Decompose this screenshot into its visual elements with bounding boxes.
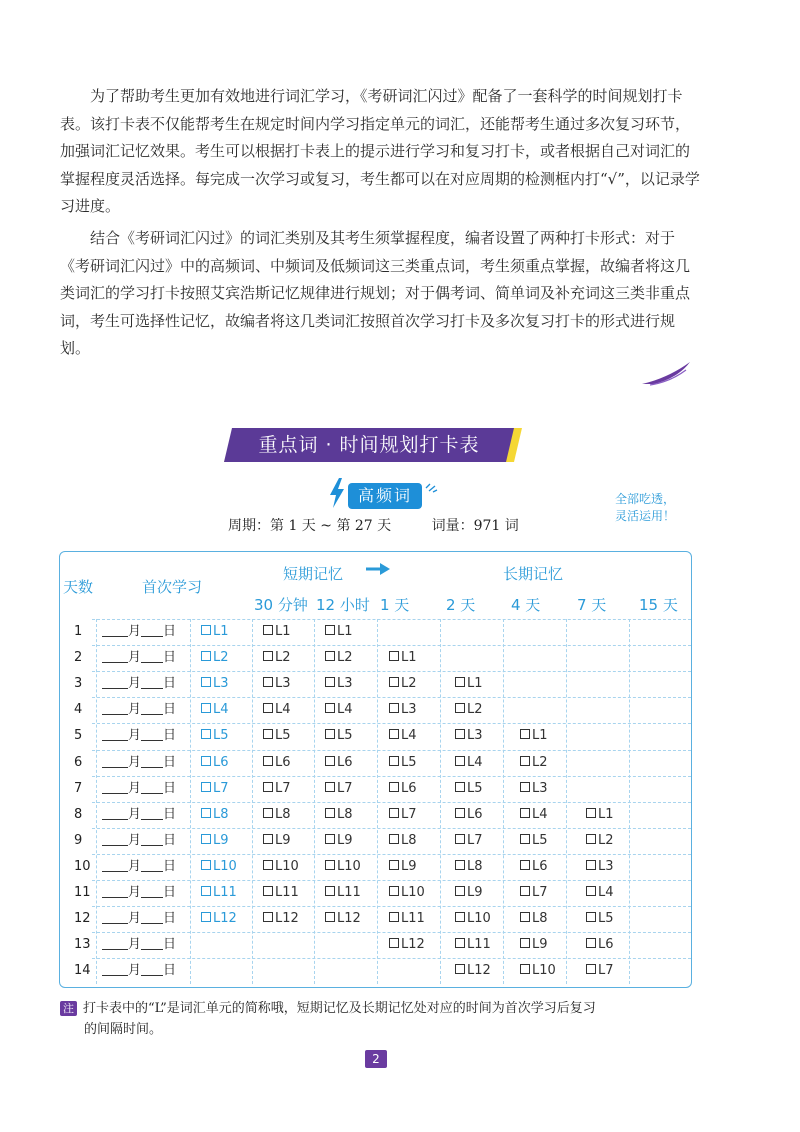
- date-field[interactable]: 月 日: [102, 880, 176, 906]
- intro-paragraph-1: [60, 83, 700, 221]
- row-divider: [92, 619, 691, 620]
- review-checkbox[interactable]: L8: [325, 802, 353, 828]
- review-checkbox[interactable]: L10: [263, 854, 299, 880]
- review-checkbox[interactable]: L4: [586, 880, 614, 906]
- interval-header-1: 30 分钟: [254, 596, 308, 614]
- note-line-2: 的间隔时间。: [84, 1022, 163, 1037]
- date-field[interactable]: 月 日: [102, 619, 176, 645]
- review-checkbox[interactable]: L12: [263, 906, 299, 932]
- date-field[interactable]: 月 日: [102, 958, 176, 984]
- interval-header-5: 4 天: [511, 596, 541, 614]
- review-checkbox[interactable]: L6: [389, 776, 417, 802]
- review-checkbox[interactable]: L2: [325, 645, 353, 671]
- day-number: 11: [74, 885, 91, 900]
- table-banner: [224, 428, 524, 462]
- lightning-icon: [328, 478, 346, 508]
- first-study-checkbox[interactable]: L3: [201, 671, 229, 697]
- swoosh-decoration-icon: [640, 360, 692, 386]
- sparkle-icon: [424, 480, 438, 494]
- review-checkbox[interactable]: L11: [325, 880, 361, 906]
- date-field[interactable]: 月 日: [102, 671, 176, 697]
- arrow-right-icon: [366, 563, 390, 575]
- date-field[interactable]: 月 日: [102, 802, 176, 828]
- review-checkbox[interactable]: L3: [586, 854, 614, 880]
- note-line-1: 打卡表中的“L”是词汇单元的简称哦，短期记忆及长期记忆处对应的时间为首次学习后复习: [83, 1001, 596, 1016]
- day-number: 6: [74, 754, 83, 770]
- first-study-checkbox[interactable]: L4: [201, 697, 229, 723]
- frequency-badge: 高频词: [348, 483, 422, 509]
- column-divider: [503, 619, 504, 984]
- column-divider: [377, 619, 378, 984]
- review-checkbox[interactable]: L10: [389, 880, 425, 906]
- review-checkbox[interactable]: L5: [263, 723, 291, 749]
- first-study-checkbox[interactable]: L7: [201, 776, 229, 802]
- review-checkbox[interactable]: L2: [455, 697, 483, 723]
- date-field[interactable]: 月 日: [102, 776, 176, 802]
- day-number: 2: [74, 650, 83, 666]
- review-checkbox[interactable]: L8: [263, 802, 291, 828]
- intro-paragraph-2: [60, 225, 700, 363]
- intro-paragraph-1-text: 为了帮助考生更加有效地进行词汇学习，《考研词汇闪过》配备了一套科学的时间规划打卡表。该打卡表不仅能帮考生在规定时间内学习指定单元的词汇，还能帮考生通过多次复习环节，加强词汇记忆效果。考生可以根据打卡表上的提示进行学习和复习打卡，或者根据自己对词汇的掌握程度灵活选择。每完成一次学习或复习，考生都可以在对应周期的检测框内打“√”，以记录学习进度。: [60, 87, 700, 215]
- cycle-text: 周期：第 1 天 ~ 第 27 天: [228, 518, 392, 534]
- first-study-checkbox[interactable]: L9: [201, 828, 229, 854]
- review-checkbox[interactable]: L12: [325, 906, 361, 932]
- date-field[interactable]: 月 日: [102, 645, 176, 671]
- first-study-checkbox[interactable]: L10: [201, 854, 237, 880]
- review-checkbox[interactable]: L1: [325, 619, 353, 645]
- review-checkbox[interactable]: L2: [263, 645, 291, 671]
- first-study-checkbox[interactable]: L6: [201, 750, 229, 776]
- date-field[interactable]: 月 日: [102, 723, 176, 749]
- review-checkbox[interactable]: L9: [389, 854, 417, 880]
- review-checkbox[interactable]: L11: [455, 932, 491, 958]
- review-checkbox[interactable]: L10: [520, 958, 556, 984]
- review-checkbox[interactable]: L4: [389, 723, 417, 749]
- review-checkbox[interactable]: L9: [263, 828, 291, 854]
- column-divider: [440, 619, 441, 984]
- review-checkbox[interactable]: L1: [586, 802, 614, 828]
- day-number: 3: [74, 676, 83, 692]
- review-checkbox[interactable]: L2: [520, 750, 548, 776]
- review-checkbox[interactable]: L10: [325, 854, 361, 880]
- column-divider: [629, 619, 630, 984]
- day-number: 10: [74, 858, 91, 874]
- side-note-line-1: 全部吃透，: [614, 492, 675, 506]
- review-checkbox[interactable]: L6: [455, 802, 483, 828]
- review-checkbox[interactable]: L9: [455, 880, 483, 906]
- review-checkbox[interactable]: L1: [520, 723, 548, 749]
- review-checkbox[interactable]: L7: [455, 828, 483, 854]
- review-checkbox[interactable]: L6: [586, 932, 614, 958]
- review-checkbox[interactable]: L4: [325, 697, 353, 723]
- first-study-checkbox[interactable]: L5: [201, 723, 229, 749]
- review-checkbox[interactable]: L4: [263, 697, 291, 723]
- review-checkbox[interactable]: L5: [325, 723, 353, 749]
- banner-title: 重点词 · 时间规划打卡表: [258, 434, 480, 456]
- column-divider: [252, 619, 253, 984]
- review-checkbox[interactable]: L3: [520, 776, 548, 802]
- day-number: 4: [74, 702, 83, 718]
- day-number: 7: [74, 780, 83, 796]
- review-checkbox[interactable]: L7: [389, 802, 417, 828]
- review-checkbox[interactable]: L8: [455, 854, 483, 880]
- date-field[interactable]: 月 日: [102, 750, 176, 776]
- interval-header-4: 2 天: [446, 596, 476, 614]
- column-divider: [96, 619, 97, 984]
- first-study-checkbox[interactable]: L2: [201, 645, 229, 671]
- review-checkbox[interactable]: L1: [263, 619, 291, 645]
- day-number: 14: [74, 963, 91, 979]
- review-checkbox[interactable]: L4: [455, 750, 483, 776]
- review-checkbox[interactable]: L3: [389, 697, 417, 723]
- review-checkbox[interactable]: L5: [586, 906, 614, 932]
- cycle-info: [228, 515, 519, 535]
- review-checkbox[interactable]: L12: [389, 932, 425, 958]
- review-checkbox[interactable]: L3: [325, 671, 353, 697]
- date-field[interactable]: 月 日: [102, 932, 176, 958]
- header-first-study: 首次学习: [142, 578, 203, 596]
- column-divider: [190, 619, 191, 984]
- interval-header-6: 7 天: [577, 596, 607, 614]
- interval-header-7: 15 天: [639, 596, 678, 614]
- column-divider: [314, 619, 315, 984]
- review-checkbox[interactable]: L2: [389, 671, 417, 697]
- vocab-count: 词量：971 词: [431, 518, 519, 534]
- review-checkbox[interactable]: L9: [325, 828, 353, 854]
- review-checkbox[interactable]: L6: [520, 854, 548, 880]
- intro-paragraph-2-text: 结合《考研词汇闪过》的词汇类别及其考生须掌握程度，编者设置了两种打卡形式：对于《考研词汇闪过》中的高频词、中频词及低频词这三类重点词，考生须重点掌握，故编者将这几类词汇的学习打卡按照艾宾浩斯记忆规律进行规划；对于偶考词、简单词及补充词这三类非重点词，考生可选择性记忆，故编者将这几类词汇按照首次学习打卡及多次复习打卡的形式进行规划。: [60, 229, 691, 357]
- day-number: 1: [74, 624, 83, 639]
- page-number: 2: [365, 1050, 387, 1068]
- note-tag: 注: [60, 1001, 77, 1016]
- review-checkbox[interactable]: L7: [520, 880, 548, 906]
- date-field[interactable]: 月 日: [102, 854, 176, 880]
- side-note-line-2: 灵活运用！: [614, 509, 675, 523]
- date-field[interactable]: 月 日: [102, 906, 176, 932]
- header-day: 天数: [63, 578, 94, 596]
- first-study-checkbox[interactable]: L11: [201, 880, 237, 906]
- review-checkbox[interactable]: L8: [389, 828, 417, 854]
- day-number: 13: [74, 937, 91, 953]
- interval-header-3: 1 天: [380, 596, 410, 614]
- review-checkbox[interactable]: L7: [325, 776, 353, 802]
- review-checkbox[interactable]: L7: [263, 776, 291, 802]
- column-divider: [566, 619, 567, 984]
- side-note: [600, 491, 690, 525]
- review-checkbox[interactable]: L6: [325, 750, 353, 776]
- review-checkbox[interactable]: L10: [455, 906, 491, 932]
- review-checkbox[interactable]: L1: [455, 671, 483, 697]
- day-number: 8: [74, 806, 83, 822]
- interval-header-2: 12 小时: [316, 596, 370, 614]
- review-checkbox[interactable]: L8: [520, 906, 548, 932]
- first-study-checkbox[interactable]: L8: [201, 802, 229, 828]
- review-checkbox[interactable]: L3: [263, 671, 291, 697]
- review-checkbox[interactable]: L11: [389, 906, 425, 932]
- day-number: 12: [74, 911, 91, 927]
- header-long-term: 长期记忆: [503, 565, 564, 583]
- day-number: 5: [74, 728, 83, 744]
- day-number: 9: [74, 832, 83, 848]
- review-checkbox[interactable]: L5: [389, 750, 417, 776]
- review-checkbox[interactable]: L1: [389, 645, 417, 671]
- review-checkbox[interactable]: L2: [586, 828, 614, 854]
- header-short-term: 短期记忆: [283, 565, 344, 583]
- review-checkbox[interactable]: L6: [263, 750, 291, 776]
- footnote: [60, 998, 710, 1040]
- first-study-checkbox[interactable]: L1: [201, 619, 229, 645]
- review-checkbox[interactable]: L3: [455, 723, 483, 749]
- review-checkbox[interactable]: L4: [520, 802, 548, 828]
- date-field[interactable]: 月 日: [102, 828, 176, 854]
- review-checkbox[interactable]: L5: [455, 776, 483, 802]
- review-checkbox[interactable]: L12: [455, 958, 491, 984]
- review-checkbox[interactable]: L7: [586, 958, 614, 984]
- review-checkbox[interactable]: L11: [263, 880, 299, 906]
- review-checkbox[interactable]: L5: [520, 828, 548, 854]
- review-checkbox[interactable]: L9: [520, 932, 548, 958]
- date-field[interactable]: 月 日: [102, 697, 176, 723]
- first-study-checkbox[interactable]: L12: [201, 906, 237, 932]
